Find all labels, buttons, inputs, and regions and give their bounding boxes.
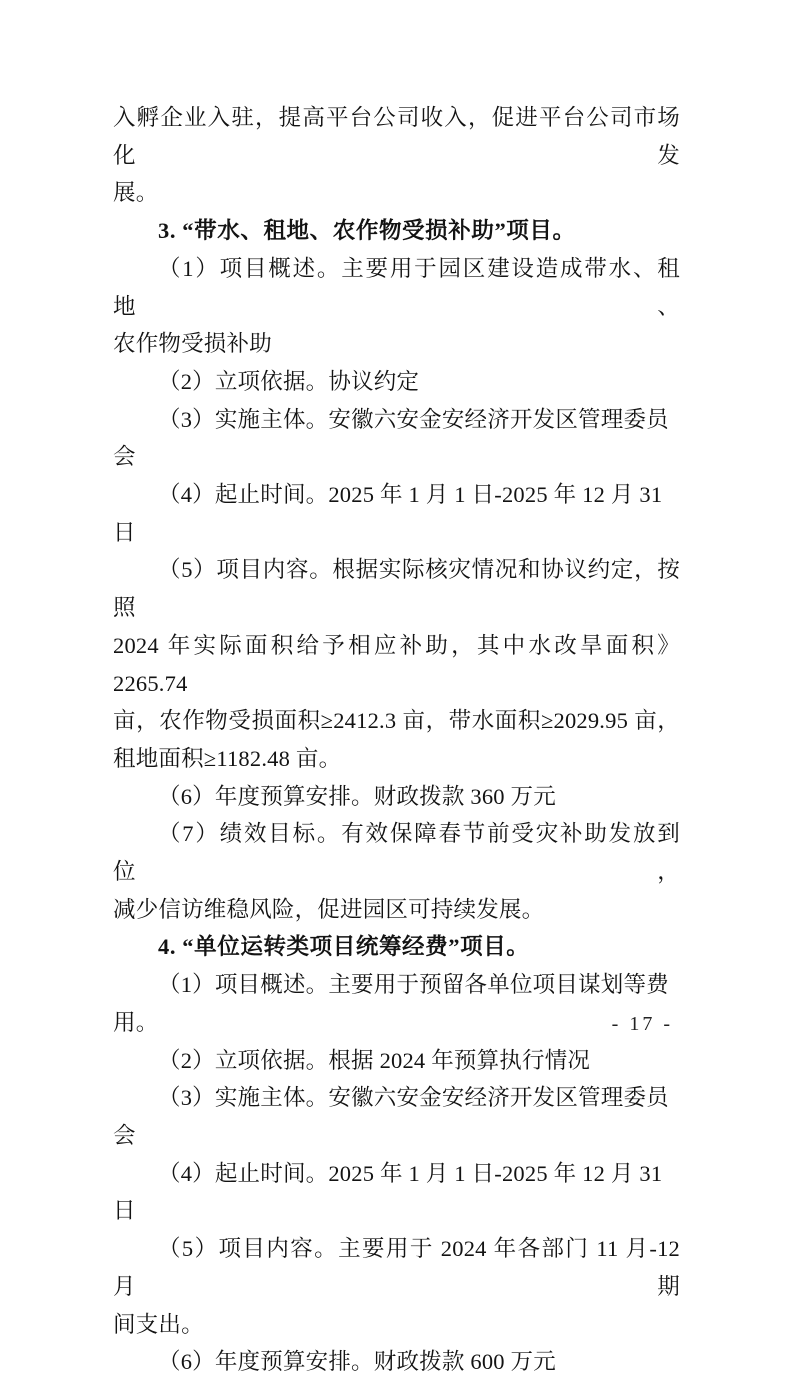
para-3-item-5-content-line-4: 租地面积≥1182.48 亩。 <box>113 745 342 771</box>
para-4-item-5-content-line-2: 间支出。 <box>113 1311 204 1337</box>
page-number: - 17 - <box>611 1013 673 1035</box>
para-3-item-5-content-line-2: 2024 年实际面积给予相应补助，其中水改旱面积》2265.74 <box>113 632 680 696</box>
para-3-item-5-content-line-3: 亩，农作物受损面积≥2412.3 亩，带水面积≥2029.95 亩， <box>113 708 680 734</box>
para-3-item-2-basis-line-1: （2）立项依据。协议约定 <box>158 368 420 394</box>
para-3-item-6-budget-line-1: （6）年度预算安排。财政拨款 360 万元 <box>158 783 556 809</box>
para-3-item-4-period-line-1: （4）起止时间。2025 年 1 月 1 日-2025 年 12 月 31 日 <box>113 482 663 545</box>
para-continuation-line-1: 入孵企业入驻，提高平台公司收入，促进平台公司市场化发 <box>113 105 680 168</box>
para-4-item-6-budget-line-1: （6）年度预算安排。财政拨款 600 万元 <box>158 1349 556 1375</box>
para-4-item-3-entity-line-1: （3）实施主体。安徽六安金安经济开发区管理委员会 <box>113 1085 669 1148</box>
para-3-item-7-target-line-2: 减少信访维稳风险，促进园区可持续发展。 <box>113 896 545 922</box>
para-3-item-1-overview-line-1: （1）项目概述。主要用于园区建设造成带水、租地、 <box>113 255 680 319</box>
para-4-item-1-overview-line-1: （1）项目概述。主要用于预留各单位项目谋划等费用。 <box>113 972 669 1035</box>
para-continuation-line-2: 展。 <box>113 180 159 206</box>
para-4-item-4-period-line-1: （4）起止时间。2025 年 1 月 1 日-2025 年 12 月 31 日 <box>113 1160 663 1224</box>
para-3-item-7-target-line-1: （7）绩效目标。有效保障春节前受灾补助发放到位， <box>113 821 680 885</box>
heading-project-4-line-1: 4. “单位运转类项目统筹经费”项目。 <box>158 934 530 960</box>
para-3-item-1-overview-line-2: 农作物受损补助 <box>113 331 272 357</box>
document-body <box>113 99 680 1381</box>
para-4-item-2-basis-line-1: （2）立项依据。根据 2024 年预算执行情况 <box>158 1047 591 1073</box>
para-3-item-3-entity-line-1: （3）实施主体。安徽六安金安经济开发区管理委员会 <box>113 406 669 470</box>
para-3-item-5-content-line-1: （5）项目内容。根据实际核灾情况和协议约定，按照 <box>113 557 680 621</box>
heading-project-3-line-1: 3. “带水、租地、农作物受损补助”项目。 <box>158 218 576 244</box>
para-4-item-5-content-line-1: （5）项目内容。主要用于 2024 年各部门 11 月-12 月期 <box>113 1236 680 1299</box>
